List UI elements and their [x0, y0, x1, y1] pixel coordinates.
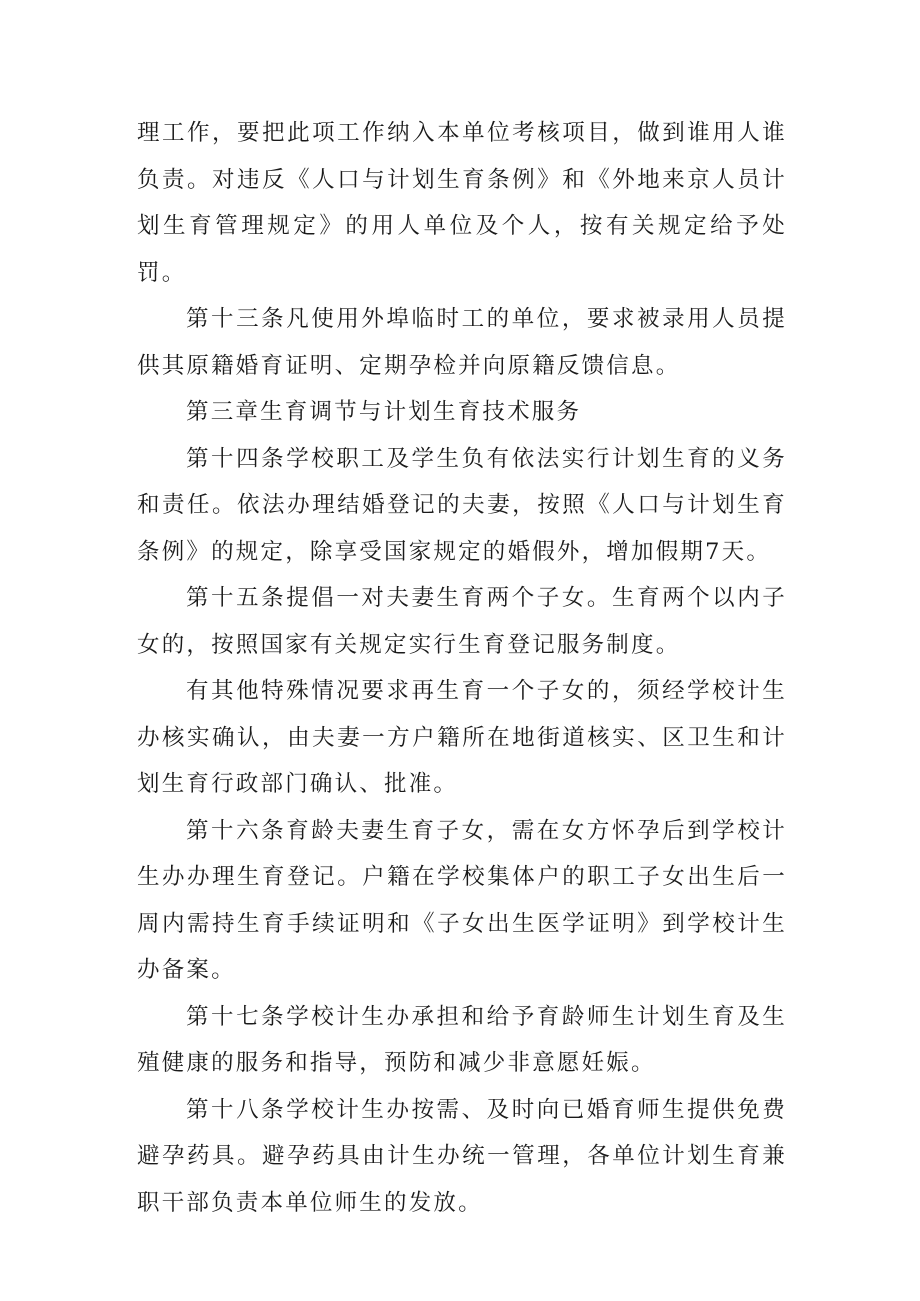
paragraph-article-18: 第十八条学校计生办按需、及时向已婚育师生提供免费避孕药具。避孕药具由计生办统一管理，各单位计划生育兼职干部负责本单位师生的发放。: [137, 1096, 787, 1216]
chapter-3-heading: 第三章生育调节与计划生育技术服务: [186, 399, 582, 425]
paragraph-article-16: 第十六条育龄夫妻生育子女，需在女方怀孕后到学校计生办办理生育登记。户籍在学校集体户的职工子女出生后一周内需持生育手续证明和《子女出生医学证明》到学校计生办备案。: [137, 817, 787, 983]
paragraph-article-14: 第十四条学校职工及学生负有依法实行计划生育的义务和责任。依法办理结婚登记的夫妻，按照《人口与计划生育条例》的规定，除享受国家规定的婚假外，增加假期7天。: [137, 445, 787, 565]
paragraph-article-15: 第十五条提倡一对夫妻生育两个子女。生育两个以内子女的，按照国家有关规定实行生育登记服务制度。: [137, 585, 787, 658]
paragraph-article-17: 第十七条学校计生办承担和给予育龄师生计划生育及生殖健康的服务和指导，预防和减少非意愿妊娠。: [137, 1003, 787, 1076]
paragraph-article-13: 第十三条凡使用外埠临时工的单位，要求被录用人员提供其原籍婚育证明、定期孕检并向原籍反馈信息。: [137, 306, 787, 379]
paragraph-special-cases: 有其他特殊情况要求再生育一个子女的，须经学校计生办核实确认，由夫妻一方户籍所在地街道核实、区卫生和计划生育行政部门确认、批准。: [137, 678, 787, 797]
paragraph-1: 理工作，要把此项工作纳入本单位考核项目，做到谁用人谁负责。对违反《人口与计划生育条例》和《外地来京人员计划生育管理规定》的用人单位及个人，按有关规定给予处罚。: [137, 120, 787, 286]
document-body: [137, 110, 787, 1226]
